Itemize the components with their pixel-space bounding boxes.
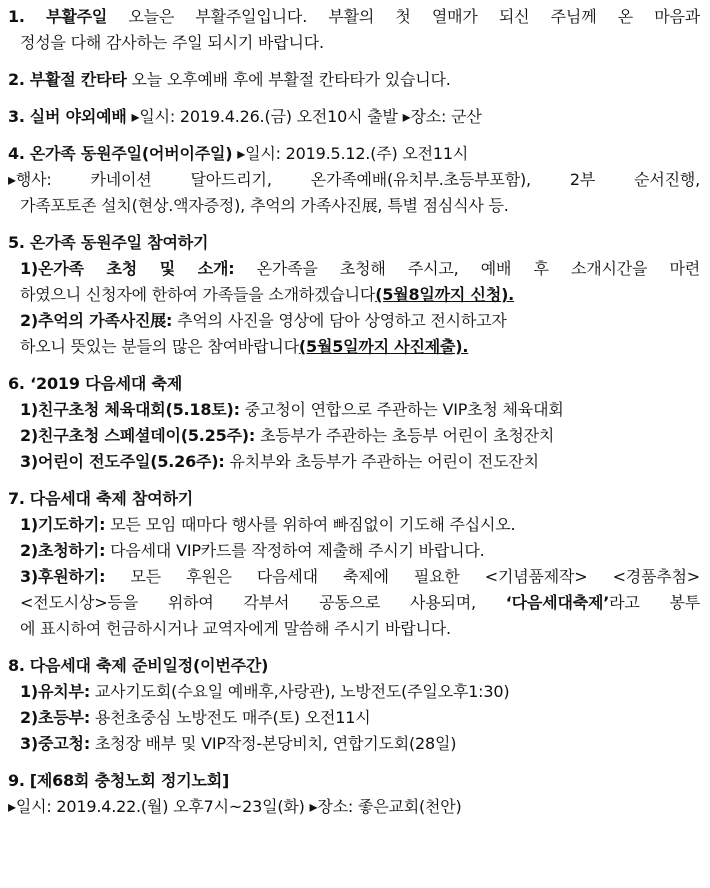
announcement-text: 가족포토존 설치(현상.액자증정), 추억의 가족사진展, 특별 점심식사 등. <box>20 196 509 215</box>
announcement-text: ▸일시: 2019.5.12.(주) 오전11시 <box>232 144 469 163</box>
announcement-5-item-1-cont <box>8 282 700 308</box>
section-number: 6. <box>8 374 25 393</box>
item-label: 3)어린이 전도주일(5.26주): <box>20 452 225 471</box>
item-text: 용천초중심 노방전도 매주(토) 오전11시 <box>90 708 371 727</box>
announcement-1-line-1 <box>8 4 700 30</box>
announcement-title: 실버 야외예배 <box>29 107 127 126</box>
item-text: 에 표시하여 헌금하시거나 교역자에게 말씀해 주시기 바랍니다. <box>20 619 451 638</box>
announcement-7-item-3-cont2 <box>8 616 700 642</box>
announcement-3-line-1 <box>8 104 700 130</box>
announcement-7-item-1 <box>8 512 700 538</box>
item-text: 하오니 뜻있는 분들의 많은 참여바랍니다 <box>20 337 299 356</box>
announcement-1-line-2 <box>8 30 700 56</box>
item-label: 3)중고청: <box>20 734 91 753</box>
announcement-title: [제68회 충청노회 정기노회] <box>29 771 230 790</box>
item-text: 라고 봉투 <box>609 593 700 612</box>
item-text: 하였으니 신청자에 한하여 가족들을 소개하겠습니다 <box>20 285 376 304</box>
announcement-title: 부활주일 <box>46 7 108 26</box>
announcement-8-item-1 <box>8 679 700 705</box>
announcement-2-line-1 <box>8 67 700 93</box>
deadline-text: (5월8일까지 신청). <box>375 285 515 304</box>
announcement-4 <box>8 141 700 219</box>
announcement-6-item-1 <box>8 397 700 423</box>
section-number: 3. <box>8 107 25 126</box>
announcement-title: 다음세대 축제 준비일정(이번주간) <box>29 656 269 675</box>
announcement-title: 온가족 동원주일(어버이주일) <box>29 144 233 163</box>
announcement-8-item-3 <box>8 731 700 757</box>
deadline-text: (5월5일까지 사진제출). <box>298 337 469 356</box>
item-label: 1)친구초청 체육대회(5.18토): <box>20 400 240 419</box>
announcement-8-item-2 <box>8 705 700 731</box>
announcement-title: 부활절 칸타타 <box>29 70 127 89</box>
item-label: 2)초등부: <box>20 708 91 727</box>
announcement-4-line-1 <box>8 141 700 167</box>
announcement-8-line-1 <box>8 653 700 679</box>
announcement-title: ‘2019 다음세대 축제 <box>24 374 183 393</box>
item-label: 1)유치부: <box>20 682 91 701</box>
item-label: 3)후원하기: <box>20 567 106 586</box>
item-label: 1)기도하기: <box>20 515 106 534</box>
item-label: 1)온가족 초청 및 소개: <box>20 259 235 278</box>
announcement-7 <box>8 486 700 642</box>
announcement-text: ▸행사: 카네이션 달아드리기, 온가족예배(유치부.초등부포함), 2부 순서진행, <box>8 170 700 189</box>
announcement-text: 오늘은 부활주일입니다. 부활의 첫 열매가 되신 주님께 온 마음과 <box>107 7 700 26</box>
section-number: 9. <box>8 771 25 790</box>
announcement-5 <box>8 230 700 360</box>
item-text: 교사기도회(수요일 예배후,사랑관), 노방전도(주일오후1:30) <box>90 682 510 701</box>
announcement-5-item-1 <box>8 256 700 282</box>
item-text: 초청장 배부 및 VIP작정-본당비치, 연합기도회(28일) <box>90 734 457 753</box>
item-text: 모든 모임 때마다 행사를 위하여 빠짐없이 기도해 주십시오. <box>105 515 516 534</box>
item-label: 2)추억의 가족사진展: <box>20 311 173 330</box>
item-text: 다음세대 VIP카드를 작정하여 제출해 주시기 바랍니다. <box>105 541 485 560</box>
announcement-9-line-2 <box>8 794 700 820</box>
item-label: 2)친구초청 스페셜데이(5.25주): <box>20 426 256 445</box>
announcement-3 <box>8 104 700 130</box>
announcement-text: 정성을 다해 감사하는 주일 되시기 바랍니다. <box>20 33 324 52</box>
section-number: 2. <box>8 70 25 89</box>
announcement-7-item-2 <box>8 538 700 564</box>
announcement-title: 온가족 동원주일 참여하기 <box>29 233 209 252</box>
announcement-7-item-3-cont <box>8 590 700 616</box>
announcement-5-item-2-cont <box>8 334 700 360</box>
announcement-text: ▸일시: 2019.4.26.(금) 오전10시 출발 ▸장소: 군산 <box>126 107 482 126</box>
item-text: 온가족을 초청해 주시고, 예배 후 소개시간을 마련 <box>234 259 700 278</box>
announcement-7-item-3 <box>8 564 700 590</box>
announcement-6-item-3 <box>8 449 700 475</box>
item-label: 2)초청하기: <box>20 541 106 560</box>
section-number: 8. <box>8 656 25 675</box>
announcement-7-line-1 <box>8 486 700 512</box>
section-number: 4. <box>8 144 25 163</box>
announcement-9 <box>8 768 700 820</box>
announcement-title: 다음세대 축제 참여하기 <box>29 489 194 508</box>
announcement-6 <box>8 371 700 475</box>
announcement-text: 오늘 오후예배 후에 부활절 칸타타가 있습니다. <box>126 70 451 89</box>
item-text: 중고청이 연합으로 주관하는 VIP초청 체육대회 <box>239 400 564 419</box>
announcement-9-line-1 <box>8 768 700 794</box>
announcement-4-line-2 <box>8 167 700 193</box>
announcement-5-line-1 <box>8 230 700 256</box>
item-text: 유치부와 초등부가 주관하는 어린이 전도잔치 <box>224 452 539 471</box>
item-text: 초등부가 주관하는 초등부 어린이 초청잔치 <box>255 426 555 445</box>
announcement-6-item-2 <box>8 423 700 449</box>
announcement-text: ▸일시: 2019.4.22.(월) 오후7시~23일(화) ▸장소: 좋은교회(천안) <box>8 797 462 816</box>
item-text: 추억의 사진을 영상에 담아 상영하고 전시하고자 <box>172 311 507 330</box>
item-text: <전도시상>등을 위하여 각부서 공동으로 사용되며, <box>20 593 506 612</box>
announcement-2 <box>8 67 700 93</box>
item-text: 모든 후원은 다음세대 축제에 필요한 <기념품제작> <경품추첨> <box>105 567 700 586</box>
section-number: 5. <box>8 233 25 252</box>
announcement-6-line-1 <box>8 371 700 397</box>
announcement-1 <box>8 4 700 56</box>
section-number: 7. <box>8 489 25 508</box>
festival-name: ‘다음세대축제’ <box>505 593 610 612</box>
announcement-5-item-2 <box>8 308 700 334</box>
section-number: 1. <box>8 7 25 26</box>
announcement-4-line-3 <box>8 193 700 219</box>
announcement-8 <box>8 653 700 757</box>
